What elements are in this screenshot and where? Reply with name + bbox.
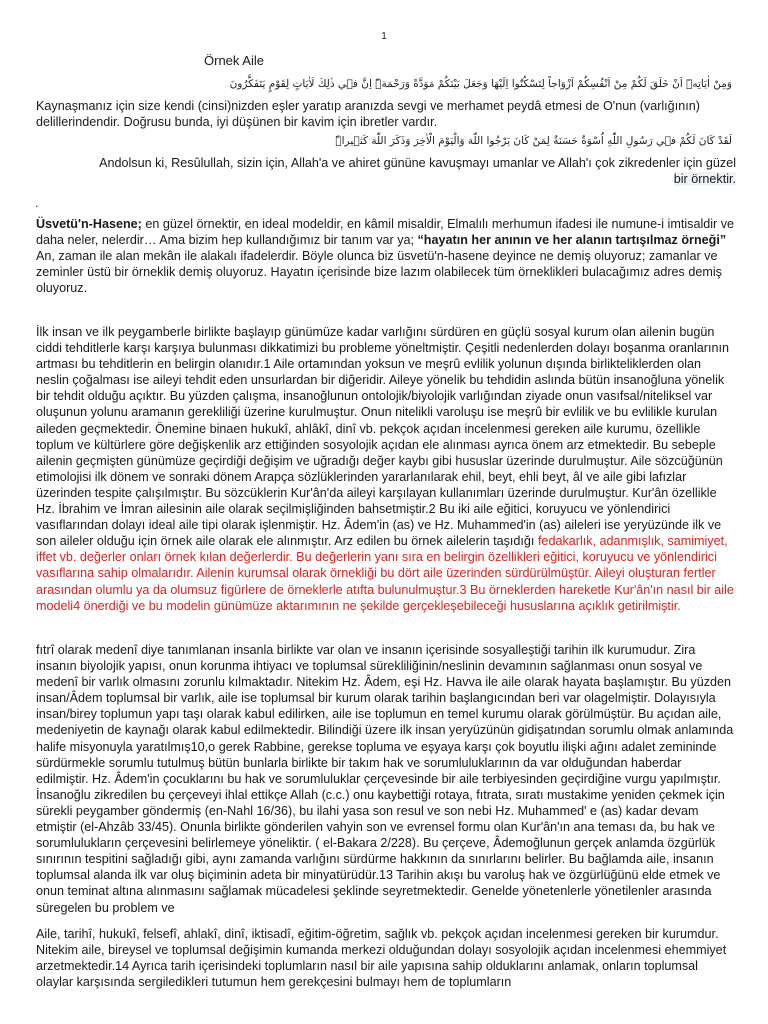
verse-translation-1: Kaynaşmanız için size kendi (cinsi)nizden eşler yaratıp aranızda sevgi ve merhamet peydâ etmesi de O'nun (varlığının) delillerindendir. Doğrusu bunda, iyi düşünen bir kavim için ibretler vardır.	[36, 99, 700, 130]
verse-translation-2-text: Andolsun ki, Resûlullah, sizin için, Allah'a ve ahiret gününe kavuşmayı umanlar ve Allah'ı çok zikredenler için güzel	[99, 156, 736, 170]
bold-quote: “hayatın her anının ve her alanın tartışılmaz örneği”	[417, 233, 727, 248]
paragraph-aile-tarihi: Aile, tarihî, hukukî, felsefî, ahlakî, dinî, iktisadî, eğitim-öğretim, sağlık vb. pekçok açıdan incelenmesi gereken bir kurumdur. Nitekim aile, bireysel ve toplumsal değişimin kumanda merkezi olduğundan dolayı sosyolojik açıdan incelenmesi ehemmiyet arzetmektedir.14 Ayrıca tarih içerisindeki toplumların nasıl bir aile yapısına sahip olduklarını anlamak, onların toplumsal olaylar karşısında sergiledikleri tutumun hem gerekçesini bulmayı hem de toplumların	[36, 927, 727, 990]
verse-arabic-2: لَقَدْ كَانَ لَكُمْ ف۪ي رَسُولِ اللّٰهِ اُسْوَةٌ حَسَنَةٌ لِمَنْ كَانَ يَرْجُوا اللّٰهَ وَالْيَوْمَ الْاٰخِرَ وَذَكَرَ اللّٰهَ كَث۪يراًۜ	[335, 135, 732, 147]
page-number: 1	[381, 31, 387, 42]
paragraph-usvetun-hasene	[36, 216, 736, 296]
paragraph-text: en güzel örnektir, en ideal modeldir, en kâmil misaldir, Elmalılı merhumun ifadesi ile numune-i imtisaldir ve daha neler, nelerdir… Ama bizim hep kullandığımız bir tanım var ya;	[36, 217, 735, 248]
paragraph-fitri: fıtrî olarak medenî diye tanımlanan insanla birlikte var olan ve insanın içerisinde sosyalleştiği tarihin ilk kurumudur. Zira insanın biyolojik yapısı, onun korunma ihtiyacı ve toplumsal sürekliliğinin/neslinin devamının sağlanması onun sosyal ve medenî bir varlık olmasını zorunlu kılmaktadır. Nitekim Hz. Âdem, eşi Hz. Havva ile aile olarak hayata başlamıştır. Bu yüzden insan/Âdem toplumsal bir varlık, aile ise toplumsal bir kurum olarak tarihin başlangıcından beri var olagelmiştir. Dolayısıyla insan/birey toplumun yapı taşı olarak kabul edilirken, aile ise toplumun en temel kurumu olarak görülmüştür. Bu açıdan aile, medeniyetin de kaynağı olarak kabul edilmektedir. Bilindiği üzere ilk insan yeryüzünün gidişatından sorumlu olmak anlamında halife misyonuyla yaratılmış10,o gerek Rabbine, gerekse topluma ve eşyaya karşı çok boyutlu ilişki ağını adalet zemininde sürdürmekle sorumlu tutulmuş bütün bunlarla birlikte bir takım hak ve sorumluluklarının da var olduğundan haberdar edilmiştir. Hz. Âdem'in çocuklarını bu hak ve sorumluluklar çerçevesinde bir aile terbiyesinden geçirdiğine vurgu yapılmıştır. İnsanoğlu zikredilen bu çerçeveyi ihlal ettikçe Allah (c.c.) onu kaybettiği rotaya, fıtrata, sıratı mustakime yeniden çekmek için sürekli peygamber göndermiş (en-Nahl 16/36), bu ilahi yasa son resul ve son nebi Hz. Muhammed' e (as) kadar devam etmiştir (el-Ahzâb 33/45). Onunla birlikte gönderilen vahyin son ve evrensel formu olan Kur'ân'ın ana teması da, bu hak ve sorumlulukların çerçevesini belirlemeye yöneliktir. ( el-Bakara 2/228). Bu çerçeve, Âdemoğlunun gerçek anlamda özgürlük sınırının tespitini sağladığı gibi, aynı zamanda varlığını sürdürme hakkının da sınırlarını belirler. Bu bağlamda aile, insanın toplumsal alanda ilk var oluş biçiminin adeta bir minyatürüdür.13 Tarihin akışı bu varoluş hak ve özgürlüğünü elde etmek ve onun teminat altına alınmasını sağlamak mücadelesi şeklinde seyretmektedir. Genelde yönetenlerle yönetilenler arasında süregelen bu problem ve	[36, 643, 734, 915]
separator-dot: .	[35, 196, 39, 210]
highlighted-red-text: fedakarlık, adanmışlık, samimiyet, iffet vb. değerler onları örnek kılan değerlerdir. Bu değerlerin yanı sıra en belirgin özellikleri eğitici, koruyucu ve yönlendirici vasıflarına sahip olmalarıdır. Ailenin kurumsal olarak örnekliği bu dört aile üzerinden sürdürülmüştür. Aileyi oluşturan fertler arasından olumlu ya da olumsuz figürlere de örneklerle atıfta bulunulmuştur.3 Bu örneklerden hareketle Kur'ân'ın nasıl bir aile modeli4 önerdiği ve bu modelin günümüze aktarımının ne şekilde gerçekleşebileceği hususlarına açıklık getirilmiştir.	[36, 534, 734, 613]
document-title: Örnek Aile	[204, 53, 264, 68]
paragraph-text: An, zaman ile alan mekân ile alakalı ifadelerdir. Böyle olunca biz üsvetü'n-hasene deyince ne demiş oluyoruz; zamanlar ve zeminler üstü bir örneklik demiş oluyoruz. Hayatın içerisinde bize lazım olabilecek tüm örneklikleri bulacağımız adres demiş oluyoruz.	[36, 249, 722, 296]
verse-translation-2-end: bir örnektir.	[673, 172, 736, 187]
paragraph-family-institution	[36, 324, 736, 614]
verse-arabic-1: وَمِنْ اٰيَاتِه۪ٓ اَنْ خَلَقَ لَكُمْ مِنْ اَنْفُسِكُمْ اَزْوَاجاً لِتَسْكُنُٓوا اِلَيْهَا وَجَعَلَ بَيْنَكُمْ مَوَدَّةً وَرَحْمَةًۜ اِنَّ ف۪ي ذٰلِكَ لَاٰيَاتٍ لِقَوْمٍ يَتَفَكَّرُونَ	[229, 78, 732, 90]
verse-translation-2	[36, 155, 736, 187]
term-heading: Üsvetü'n-Hasene;	[36, 217, 142, 231]
paragraph-text: İlk insan ve ilk peygamberle birlikte başlayıp günümüze kadar varlığını sürdüren en güçlü sosyal kurum olan ailenin bugün ciddi tehditlerle karşı karşıya bulunması dikkatimizi bu probleme yöneltmiştir. Çeşitli nedenlerden dolayı boşanma oranlarının artması bu tehditlerin en belirgin olanıdır.1 Aile ortamından yoksun ve meşrû evlilik yolunun dışında birlikteliklerden olan neslin çoğalması ise aileyi tehdit eden unsurlardan bir diğeridir. Aileye yönelik bu tehdidin aslında bütün insanoğluna yönelik bir tehdit olduğu açıktır. Bu yüzden çalışma, insanoğlunun ontolojik/biyolojik varlığından ziyade onun vasıfsal/niteliksel var oluşunun yolunu aramanın gerekliliği üzerine kurulmuştur. Onun nitelikli varoluşu ise meşrû bir evlilik ve bu evlilikle kurulan aileden geçmektedir. Önemine binaen hukukî, ahlâkî, dinî vb. pekçok açıdan incelenmesi gereken aile kurumu, özellikle toplum ve kültürlere göre değişkenlik arz ettiğinden sosyolojik açıdan ele alınması ayrıca önem arz etmektedir. Bu sebeple ailenin geçmişten günümüze geçirdiği değişim ve uğradığı değer kaybı gibi hususlar üzerinde durulmuştur. Aile sözcüğünün etimolojisi ilk dönem ve sonraki dönem Arapça sözlüklerinden yararlanılarak ehil, beyt, ehli beyt, âl ve aile gibi lafızlar üzerinden tespite çalışılmıştır. Bu sözcüklerin Kur'ân'da aileyi karşılayan kullanımları üzerinde durulmuştur. Kur'ân özellikle Hz. İbrahim ve İmran ailesinin aile olarak seçilmişliğinden bahsetmiştir.2 Bu iki aile eğitici, koruyucu ve yönlendirici vasıflarından dolayı ideal aile tipi olarak işlenmiştir. Hz. Âdem'in (as) ve Hz. Muhammed'in (as) aileleri ise yeryüzünde ilk ve son aileler olduğu için örnek aile olarak ele alınmıştır. Arz edilen bu örnek ailelerin taşıdığı	[36, 325, 729, 549]
